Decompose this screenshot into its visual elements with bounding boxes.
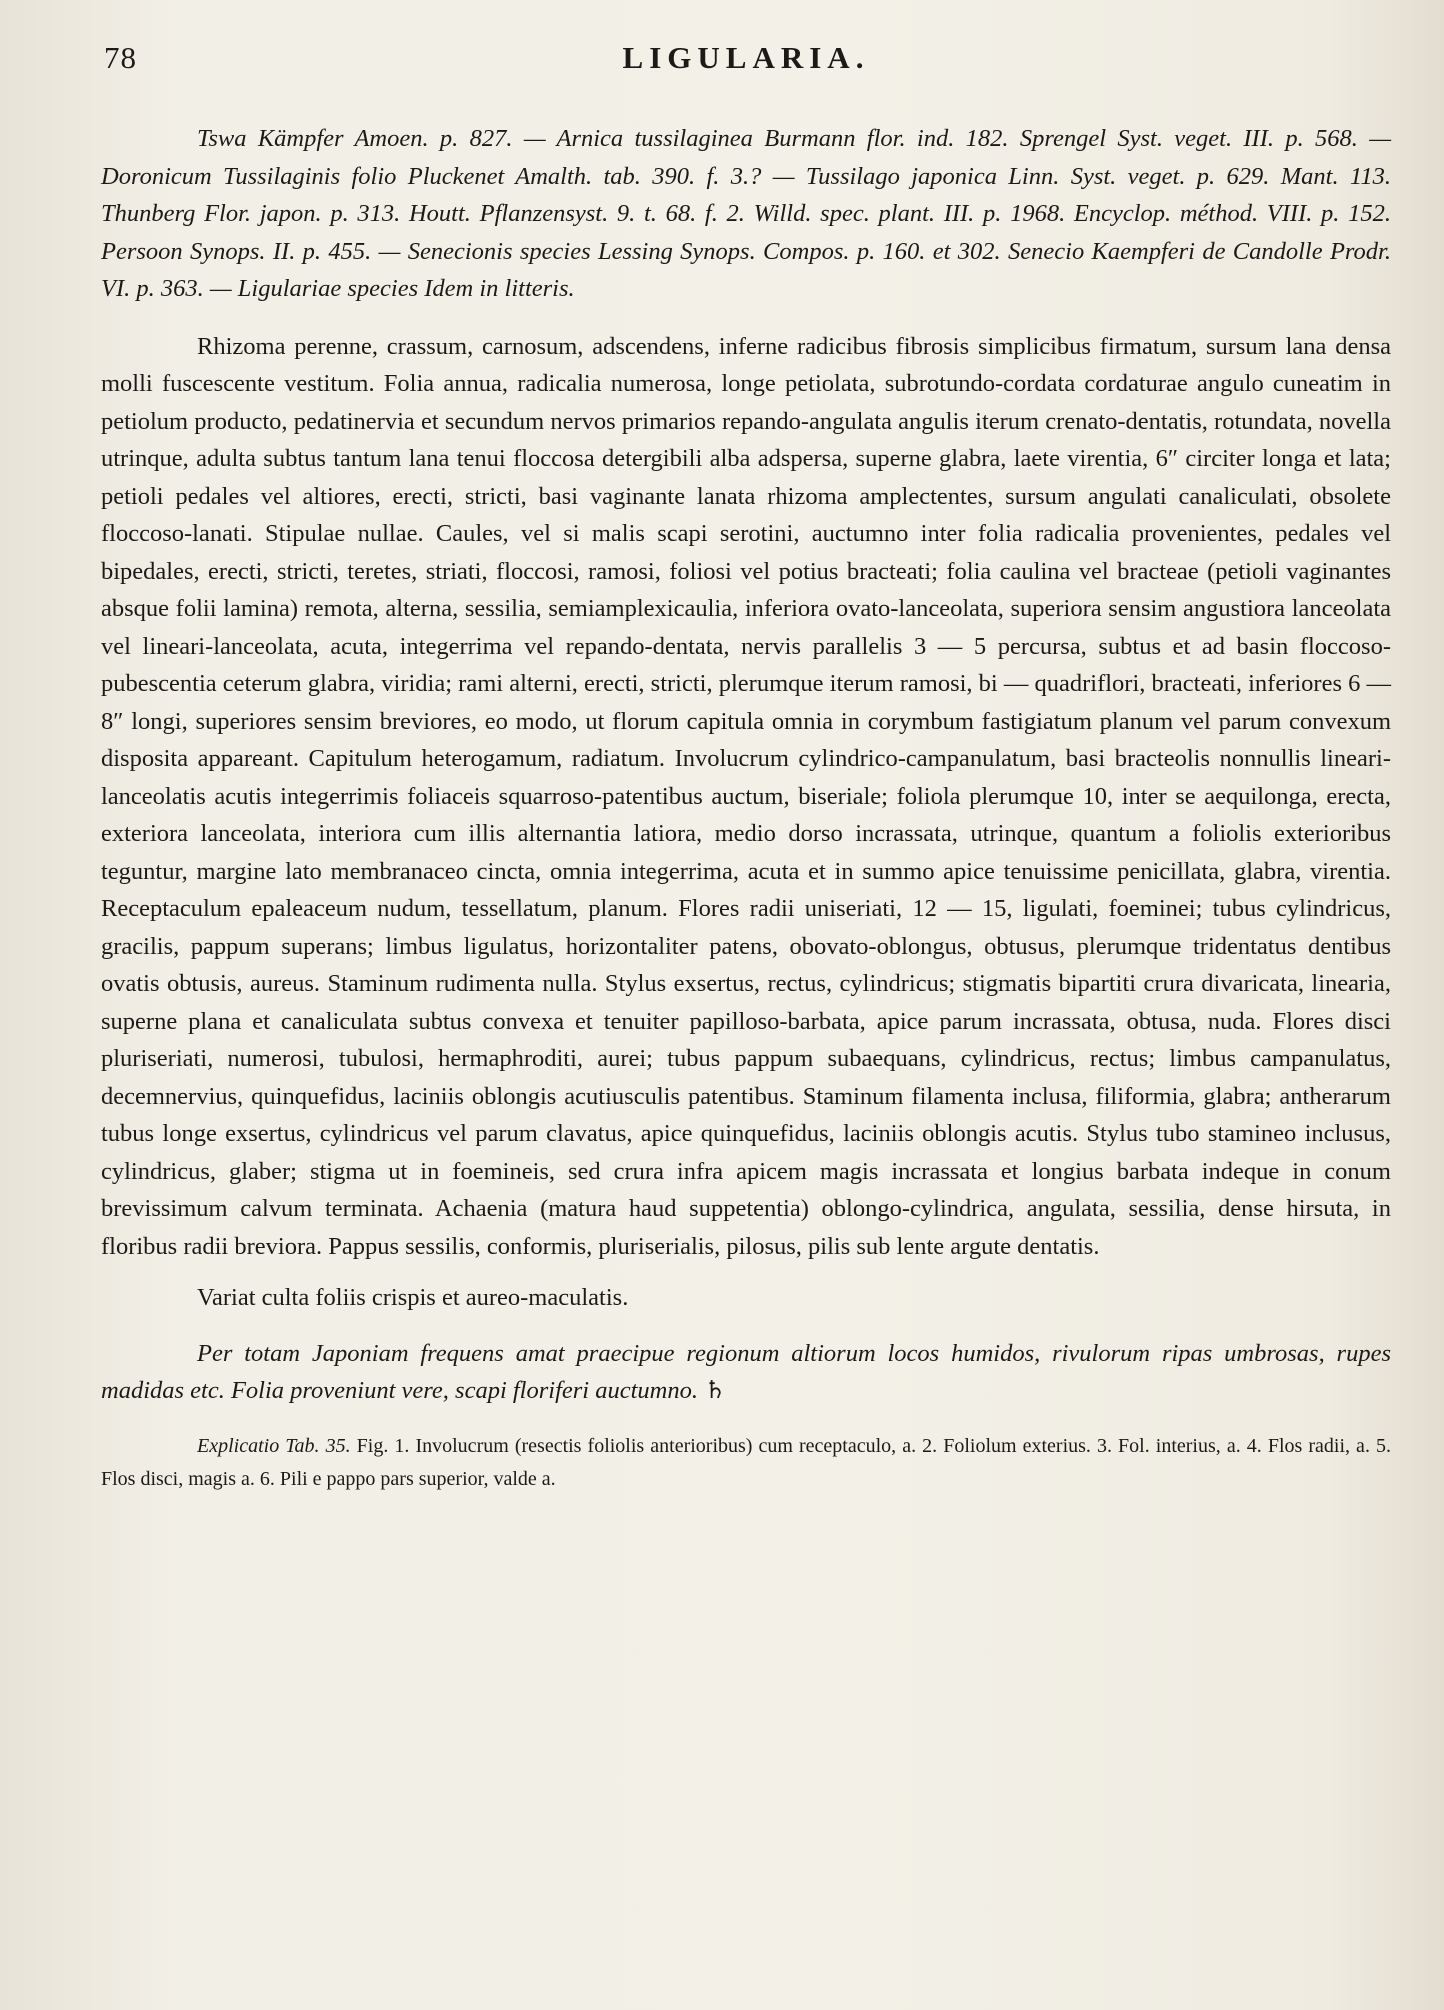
habitat-text: Per totam Japoniam frequens amat praecipue regionum altiorum locos humidos, rivulorum ripas umbrosas, rupes madidas etc. Folia proveniunt vere, scapi floriferi auctumno. (101, 1339, 1391, 1404)
variety-note: Variat culta foliis crispis et aureo-maculatis. (197, 1284, 629, 1311)
plate-explanation-text: Fig. 1. Involucrum (resectis foliolis anterioribus) cum receptaculo, a. 2. Foliolum exterius. 3. Fol. interius, a. 4. Flos radii, a. 5. Flos disci, magis a. 6. Pili e pappo pars superior, valde a. (101, 1434, 1391, 1490)
plate-explanation-lead: Explicatio Tab. 35. (197, 1434, 351, 1457)
plate-explanation (101, 1430, 1391, 1496)
synonymy-paragraph: Tswa Kämpfer Amoen. p. 827. — Arnica tussilaginea Burmann flor. ind. 182. Sprengel Syst. veget. III. p. 568. — Doronicum Tussilaginis folio Pluckenet Amalth. tab. 390. f. 3.? — Tussilago japonica Linn. Syst. veget. p. 629. Mant. 113. Thunberg Flor. japon. p. 313. Houtt. Pflanzensyst. 9. t. 68. f. 2. Willd. spec. plant. III. p. 1968. Encyclop. méthod. VIII. p. 152. Persoon Synops. II. p. 455. — Senecionis species Lessing Synops. Compos. p. 160. et 302. Senecio Kaempferi de Candolle Prodr. VI. p. 363. — Ligulariae species Idem in litteris. (101, 125, 1391, 302)
page-header (104, 40, 1388, 80)
habitat-paragraph (101, 1335, 1391, 1410)
running-title: LIGULARIA. (622, 40, 870, 75)
page-number: 78 (104, 40, 137, 75)
description-paragraph: Rhizoma perenne, crassum, carnosum, adscendens, inferne radicibus fibrosis simplicibus firmatum, sursum lana densa molli fuscescente vestitum. Folia annua, radicalia numerosa, longe petiolata, subrotundo-cordata cordaturae angulo cuneatim in petiolum producto, pedatinervia et secundum nervos primarios repando-angulata angulis iterum crenato-dentatis, rotundata, novella utrinque, adulta subtus tantum lana tenui floccosa detergibili alba adspersa, superne glabra, laete virentia, 6″ circiter longa et lata; petioli pedales vel altiores, erecti, stricti, basi vaginante lanata rhizoma amplectentes, sursum angulati canaliculati, obsolete floccoso-lanati. Stipulae nullae. Caules, vel si malis scapi serotini, auctumno inter folia radicalia provenientes, pedales vel bipedales, erecti, stricti, teretes, striati, floccosi, ramosi, foliosi vel potius bracteati; folia caulina vel bracteae (petioli vaginantes absque folii lamina) remota, alterna, sessilia, semiamplexicaulia, inferiora ovato-lanceolata, superiora sensim angustiora lanceolata vel lineari-lanceolata, acuta, integerrima vel repando-dentata, nervis parallelis 3 — 5 percursa, subtus et ad basin floccoso-pubescentia ceterum glabra, viridia; rami alterni, erecti, stricti, plerumque iterum ramosi, bi — quadriflori, bracteati, inferiores 6 — 8″ longi, superiores sensim breviores, eo modo, ut florum capitula omnia in corymbum fastigiatum planum vel parum convexum disposita appareant. Capitulum heterogamum, radiatum. Involucrum cylindrico-campanulatum, basi bracteolis nonnullis lineari-lanceolatis acutis integerrimis foliaceis squarroso-patentibus auctum, biseriale; foliola plerumque 10, inter se aequilonga, erecta, exteriora lanceolata, interiora cum illis alternantia latiora, medio dorso incrassata, utrinque, quantum a foliolis exterioribus teguntur, margine lato membranaceo cincta, omnia integerrima, acuta et in summo apice tenuissime penicillata, glabra, virentia. Receptaculum epaleaceum nudum, tessellatum, planum. Flores radii uniseriati, 12 — 15, ligulati, foeminei; tubus cylindricus, gracilis, pappum superans; limbus ligulatus, horizontaliter patens, obovato-oblongus, obtusus, plerumque tridentatus dentibus ovatis obtusis, aureus. Staminum rudimenta nulla. Stylus exsertus, rectus, cylindricus; stigmatis bipartiti crura divaricata, linearia, superne plana et canaliculata subtus convexa et tenuiter papilloso-barbata, apice parum incrassata, obtusa, nuda. Flores disci pluriseriati, numerosi, tubulosi, hermaphroditi, aurei; tubus pappum subaequans, cylindricus, rectus; limbus campanulatus, decemnervius, quinquefidus, laciniis oblongis acutiusculis patentibus. Staminum filamenta inclusa, filiformia, glabra; antherarum tubus longe exsertus, cylindricus vel parum clavatus, apice quinquefidus, laciniis oblongis acutis. Stylus tubo stamineo inclusus, cylindricus, glaber; stigma ut in foemineis, sed crura infra apicem magis incrassata et longius barbata indeque in conum brevissimum calvum terminata. Achaenia (matura haud suppetentia) oblongo-cylindrica, angulata, sessilia, dense hirsuta, in floribus radii breviora. Pappus sessilis, conformis, pluriserialis, pilosus, pilis sub lente argute dentatis. (101, 332, 1391, 1260)
perennial-symbol: ♄ (704, 1377, 727, 1404)
page-body (101, 120, 1391, 1496)
